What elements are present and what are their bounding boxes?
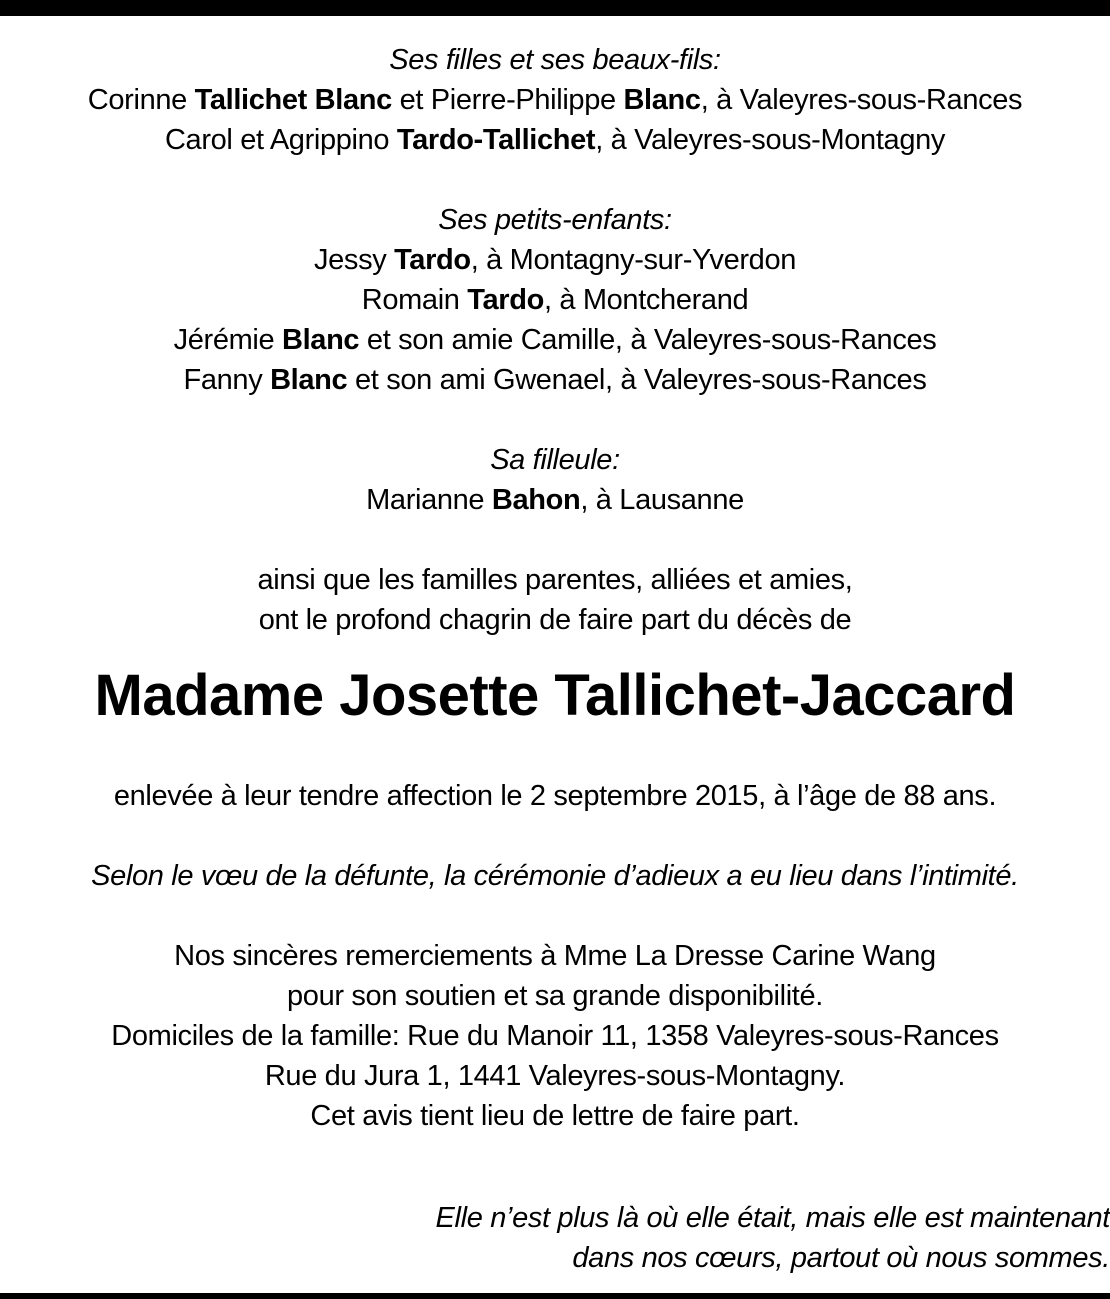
bottom-rule [0, 1293, 1110, 1299]
grandchildren-heading: Ses petits-enfants: [438, 204, 672, 236]
text-segment: , à Montcherand [543, 284, 749, 316]
death-notice: enlevée à leur tendre affection le 2 septembre 2015, à l’âge de 88 ans. [113, 780, 997, 812]
family-address-1: Domiciles de la famille: Rue du Manoir 11, 1358 Valeyres-sous-Rances [111, 1020, 999, 1052]
text-segment: Fanny [183, 364, 271, 396]
text-segment: , à Valeyres-sous-Montagny [595, 124, 946, 156]
obituary-body [0, 40, 1110, 1136]
spacer [0, 160, 1110, 200]
grandchildren-line-2 [0, 280, 1110, 320]
text-segment: , à Montagny-sur-Yverdon [470, 244, 797, 276]
family-address-2: Rue du Jura 1, 1441 Valeyres-sous-Montagny. [264, 1060, 846, 1092]
goddaughter-heading: Sa filleule: [490, 444, 620, 476]
thanks-line-2: pour son soutien et sa grande disponibilité. [287, 980, 823, 1012]
spacer [0, 400, 1110, 440]
text-segment: et son amie Camille, à Valeyres-sous-Rances [359, 324, 937, 356]
surname: Tardo [467, 284, 544, 316]
closing-line-1: Elle n’est plus là où elle était, mais elle est maintenant [435, 1202, 1110, 1234]
text-segment: Corinne [87, 84, 195, 116]
surname: Blanc [281, 324, 360, 356]
spacer [0, 816, 1110, 856]
grandchildren-line-3 [0, 320, 1110, 360]
surname: Tardo-Tallichet [396, 124, 596, 156]
announcement-line-2: ont le profond chagrin de faire part du décès de [258, 604, 852, 636]
thanks-line-1: Nos sincères remerciements à Mme La Dresse Carine Wang [174, 940, 936, 972]
closing-quote [436, 1198, 1110, 1278]
deceased-name: Madame Josette Tallichet-Jaccard [94, 663, 1016, 728]
surname: Tallichet Blanc [194, 84, 392, 116]
text-segment: , à Valeyres-sous-Rances [700, 84, 1023, 116]
daughters-line-2 [0, 120, 1110, 160]
surname: Bahon [491, 484, 581, 516]
announcement-line-1: ainsi que les familles parentes, alliées et amies, [257, 564, 853, 596]
text-segment: Jérémie [173, 324, 282, 356]
text-segment: Marianne [366, 484, 492, 516]
text-segment: Romain [361, 284, 468, 316]
spacer [0, 896, 1110, 936]
surname: Blanc [623, 84, 701, 116]
surname: Tardo [394, 244, 471, 276]
goddaughter-line-1 [0, 480, 1110, 520]
grandchildren-line-1 [0, 240, 1110, 280]
text-segment: et son ami Gwenael, à Valeyres-sous-Rances [347, 364, 927, 396]
notice-statement: Cet avis tient lieu de lettre de faire part. [310, 1100, 800, 1132]
closing-line-2: dans nos cœurs, partout où nous sommes. [572, 1242, 1110, 1274]
daughters-line-1 [0, 80, 1110, 120]
text-segment: et Pierre-Philippe [391, 84, 624, 116]
ceremony-note: Selon le vœu de la défunte, la cérémonie d’adieux a eu lieu dans l’intimité. [91, 860, 1019, 892]
text-segment: , à Lausanne [580, 484, 744, 516]
top-rule [0, 0, 1110, 16]
spacer [0, 520, 1110, 560]
surname: Blanc [270, 364, 348, 396]
text-segment: Carol et Agrippino [164, 124, 397, 156]
daughters-heading: Ses filles et ses beaux-fils: [389, 44, 721, 76]
text-segment: Jessy [313, 244, 395, 276]
grandchildren-line-4 [0, 360, 1110, 400]
